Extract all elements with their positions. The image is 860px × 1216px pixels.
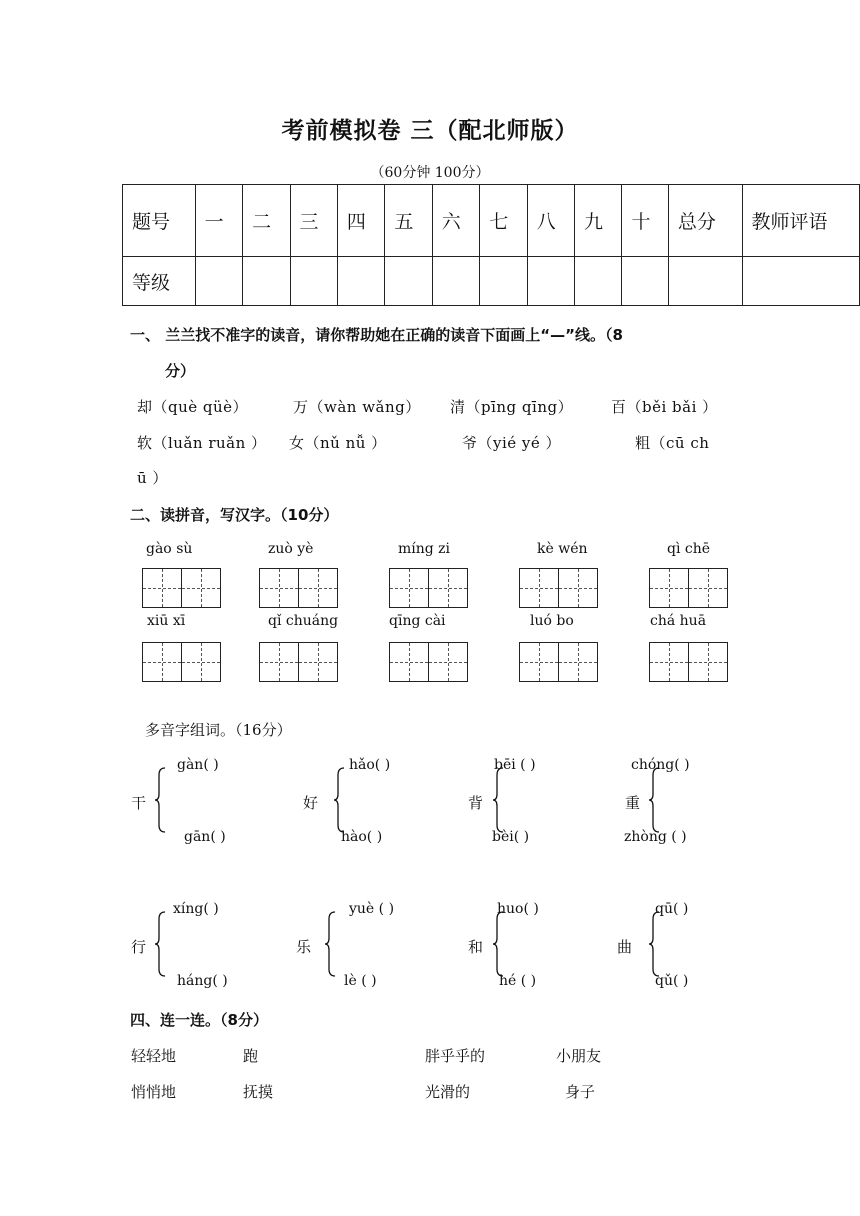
score-cell: 总分 [668, 185, 742, 257]
pinyin-label: luó bo [530, 613, 574, 629]
q1-heading-cont: 分） [165, 362, 196, 380]
polyphone-bottom: lè ( ) [344, 973, 377, 989]
match-item: 抚摸 [243, 1083, 274, 1101]
brace-icon [648, 767, 660, 833]
match-item: 轻轻地 [131, 1047, 177, 1065]
polyphone-top: huo( ) [497, 901, 539, 917]
match-item: 光滑的 [425, 1083, 471, 1101]
brace-icon [154, 911, 166, 977]
pinyin-label: chá huā [650, 613, 707, 629]
score-cell: 八 [527, 185, 574, 257]
writing-grid[interactable] [142, 568, 220, 608]
score-cell: 九 [575, 185, 622, 257]
writing-grid[interactable] [142, 642, 220, 682]
score-table-header-row [123, 185, 860, 257]
q3-heading: 多音字组词。（16分） [145, 721, 292, 739]
q1-item: 百（běi bǎi ） [611, 398, 718, 416]
polyphone-top: chóng( ) [631, 757, 690, 773]
q1-item: 软（luǎn ruǎn ） [137, 434, 267, 452]
grade-cell[interactable] [385, 257, 432, 306]
polyphone-char: 好 [303, 794, 319, 812]
writing-grid[interactable] [649, 642, 727, 682]
pinyin-label: míng zi [398, 541, 451, 557]
writing-grid[interactable] [389, 642, 467, 682]
score-cell: 题号 [123, 185, 196, 257]
writing-grid[interactable] [519, 642, 597, 682]
grade-cell[interactable] [742, 257, 859, 306]
score-cell: 等级 [123, 257, 196, 306]
grade-cell[interactable] [337, 257, 384, 306]
grade-cell[interactable] [575, 257, 622, 306]
q1-item: 却（què qüè） [137, 398, 249, 416]
score-cell: 三 [290, 185, 337, 257]
polyphone-bottom: hé ( ) [499, 973, 537, 989]
match-item: 小朋友 [556, 1047, 602, 1065]
brace-icon [324, 911, 336, 977]
brace-icon [648, 911, 660, 977]
q1-item-tail: ū ） [137, 469, 168, 487]
writing-grid[interactable] [259, 642, 337, 682]
grade-cell[interactable] [432, 257, 479, 306]
grade-cell[interactable] [527, 257, 574, 306]
polyphone-char: 乐 [296, 938, 312, 956]
polyphone-char: 背 [468, 794, 484, 812]
writing-grid[interactable] [649, 568, 727, 608]
q1-item: 爷（yié yé ） [462, 434, 562, 452]
grade-cell[interactable] [480, 257, 527, 306]
brace-icon [492, 767, 504, 833]
q2-heading: 二、读拼音，写汉字。（10分） [130, 506, 339, 524]
polyphone-top: hǎo( ) [349, 757, 391, 773]
match-item: 身子 [565, 1083, 596, 1101]
polyphone-bottom: gān( ) [184, 829, 226, 845]
score-cell: 四 [337, 185, 384, 257]
score-cell: 二 [243, 185, 290, 257]
polyphone-char: 曲 [617, 938, 633, 956]
writing-grid[interactable] [259, 568, 337, 608]
polyphone-char: 干 [131, 794, 147, 812]
page-title: 考前模拟卷 三（配北师版） [281, 117, 579, 144]
polyphone-bottom: zhòng ( ) [624, 829, 687, 845]
score-cell: 十 [622, 185, 668, 257]
match-item: 悄悄地 [131, 1083, 177, 1101]
score-cell: 六 [432, 185, 479, 257]
pinyin-label: zuò yè [268, 541, 314, 557]
q1-item: 女（nǔ nǚ ） [289, 434, 387, 452]
score-table-grade-row [123, 257, 860, 306]
brace-icon [333, 767, 345, 833]
writing-grid[interactable] [519, 568, 597, 608]
score-cell: 一 [195, 185, 242, 257]
score-cell: 七 [480, 185, 527, 257]
pinyin-label: gào sù [146, 541, 193, 557]
q1-item: 清（pīng qīng） [450, 398, 574, 416]
score-table [122, 184, 860, 306]
grade-cell[interactable] [243, 257, 290, 306]
pinyin-label: kè wén [537, 541, 588, 557]
polyphone-bottom: hào( ) [341, 829, 383, 845]
polyphone-top: qū( ) [655, 901, 689, 917]
pinyin-label: qǐ chuáng [268, 613, 339, 629]
polyphone-top: yuè ( ) [349, 901, 395, 917]
match-item: 胖乎乎的 [425, 1047, 486, 1065]
brace-icon [154, 767, 166, 833]
polyphone-top: gàn( ) [177, 757, 219, 773]
q1-heading: 一、 兰兰找不准字的读音，请你帮助她在正确的读音下面画上“—”线。（8 [130, 326, 623, 344]
pinyin-label: xiū xī [147, 613, 186, 629]
polyphone-top: bēi ( ) [494, 757, 536, 773]
score-cell: 五 [385, 185, 432, 257]
grade-cell[interactable] [668, 257, 742, 306]
polyphone-bottom: bèi( ) [492, 829, 530, 845]
pinyin-label: qīng cài [389, 613, 446, 629]
page-subtitle: （60分钟 100分） [370, 165, 490, 181]
polyphone-top: xíng( ) [173, 901, 219, 917]
score-cell: 教师评语 [742, 185, 859, 257]
polyphone-char: 行 [131, 938, 147, 956]
match-item: 跑 [243, 1047, 259, 1065]
q1-item: 万（wàn wǎng） [293, 398, 421, 416]
brace-icon [492, 911, 504, 977]
grade-cell[interactable] [622, 257, 668, 306]
polyphone-bottom: qǔ( ) [655, 973, 689, 989]
q1-item: 粗（cū ch [635, 434, 710, 452]
polyphone-char: 重 [625, 794, 641, 812]
polyphone-bottom: háng( ) [177, 973, 228, 989]
polyphone-char: 和 [468, 938, 484, 956]
grade-cell[interactable] [195, 257, 242, 306]
writing-grid[interactable] [389, 568, 467, 608]
q4-heading: 四、连一连。（8分） [130, 1011, 268, 1029]
pinyin-label: qì chē [667, 541, 711, 557]
grade-cell[interactable] [290, 257, 337, 306]
